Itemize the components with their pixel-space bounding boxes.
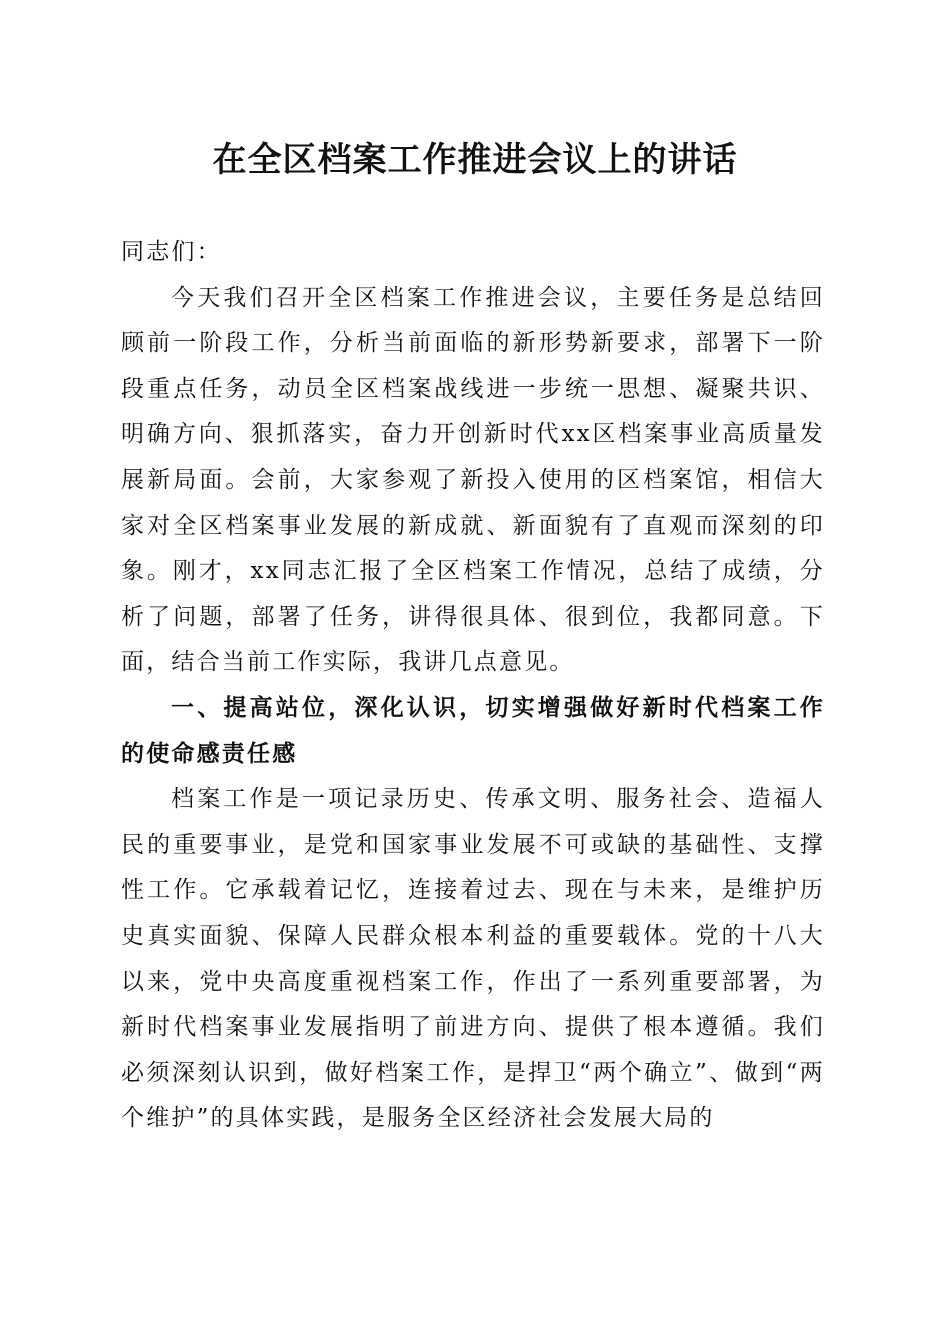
document-body [121, 230, 825, 1142]
paragraph-intro: 今天我们召开全区档案工作推进会议，主要任务是总结回顾前一阶段工作，分析当前面临的新形势新要求，部署下一阶段重点任务，动员全区档案战线进一步统一思想、凝聚共识、明确方向、狠抓落实，奋力开创新时代xx区档案事业高质量发展新局面。会前，大家参观了新投入使用的区档案馆，相信大家对全区档案事业发展的新成就、新面貌有了直观而深刻的印象。刚才，xx同志汇报了全区档案工作情况，总结了成绩，分析了问题，部署了任务，讲得很具体、很到位，我都同意。下面，结合当前工作实际，我讲几点意见。 [121, 284, 825, 676]
paragraph-section-1: 档案工作是一项记录历史、传承文明、服务社会、造福人民的重要事业，是党和国家事业发展不可或缺的基础性、支撑性工作。它承载着记忆，连接着过去、现在与未来，是维护历史真实面貌、保障人民群众根本利益的重要载体。党的十八大以来，党中央高度重视档案工作，作出了一系列重要部署，为新时代档案事业发展指明了前进方向、提供了根本遵循。我们必须深刻认识到，做好档案工作，是捍卫“两个确立”、做到“两个维护”的具体实践，是服务全区经济社会发展大局的 [121, 786, 825, 1132]
section-heading-1: 一、提高站位，深化认识，切实增强做好新时代档案工作的使命感责任感 [121, 694, 825, 767]
salutation: 同志们： [121, 239, 222, 265]
document-title: 在全区档案工作推进会议上的讲话 [212, 140, 738, 180]
